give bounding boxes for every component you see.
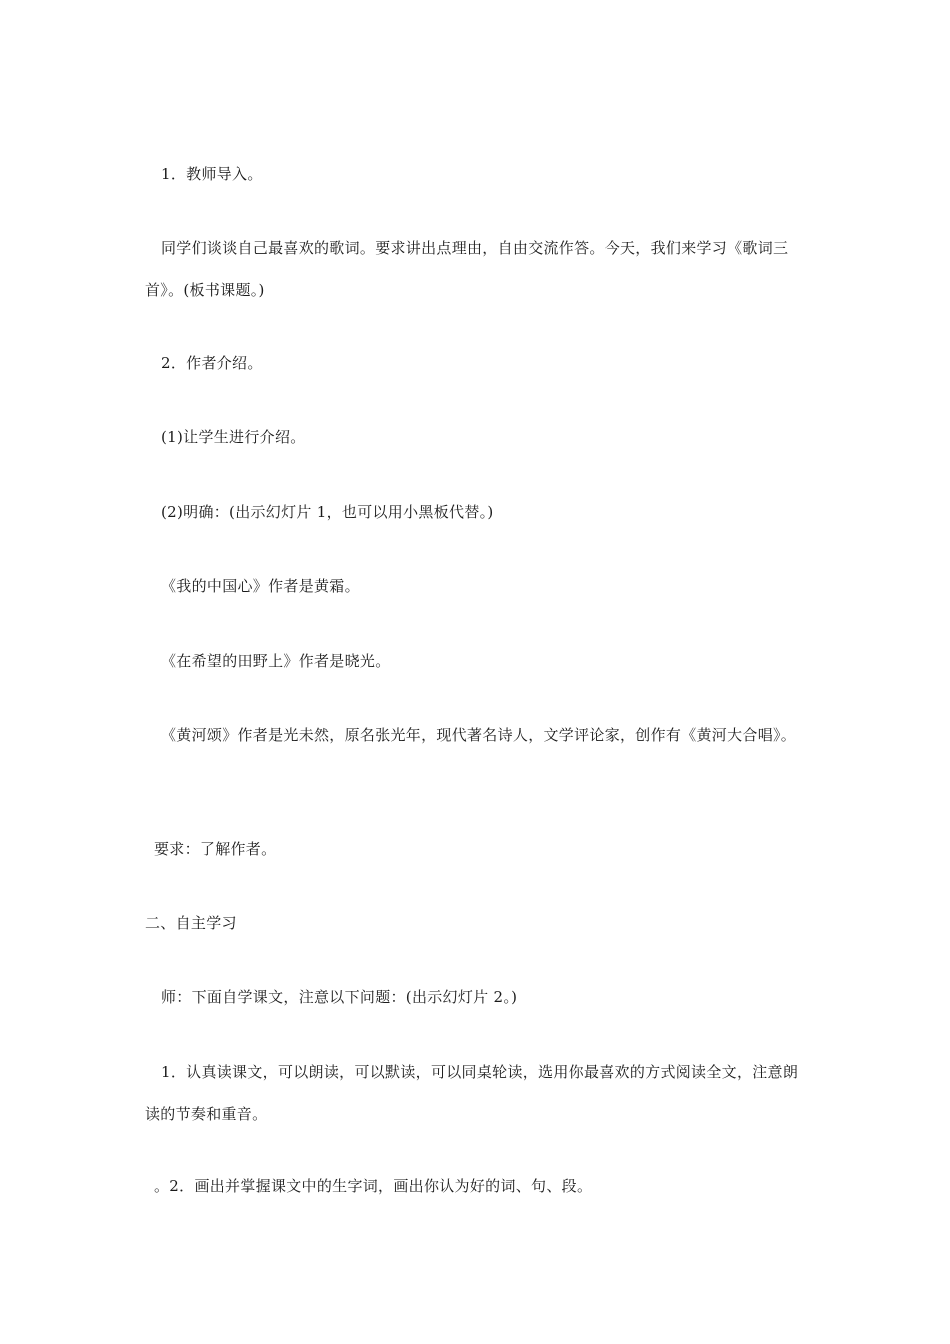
paragraph-teacher-intro-body: 同学们谈谈自己最喜欢的歌词。要求讲出点理由，自由交流作答。今天，我们来学习《歌词三首》。(板书课题。) [145, 239, 789, 299]
paragraph-author-song-1: 《我的中国心》作者是黄霜。 [161, 577, 360, 595]
paragraph-self-study-item-2: 。2．画出并掌握课文中的生字词，画出你认为好的词、句、段。 [154, 1177, 593, 1195]
paragraph-self-study-item-1: 1．认真读课文，可以朗读，可以默读，可以同桌轮读，选用你最喜欢的方式阅读全文，注意朗读的节奏和重音。 [145, 1063, 799, 1123]
paragraph-author-step-2: (2)明确：(出示幻灯片 1，也可以用小黑板代替。) [161, 503, 494, 521]
paragraph-author-step-1: (1)让学生进行介绍。 [161, 428, 306, 446]
paragraph-requirement: 要求：了解作者。 [154, 840, 277, 858]
section-heading-self-study: 二、自主学习 [145, 914, 237, 932]
paragraph-author-song-2: 《在希望的田野上》作者是晓光。 [161, 652, 391, 670]
paragraph-self-study-intro: 师：下面自学课文，注意以下问题：(出示幻灯片 2。) [161, 988, 518, 1006]
paragraph-teacher-intro-heading: 1．教师导入。 [161, 165, 263, 183]
paragraph-author-song-3: 《黄河颂》作者是光未然，原名张光年，现代著名诗人，文学评论家，创作有《黄河大合唱》。 [161, 726, 797, 744]
paragraph-author-heading: 2．作者介绍。 [161, 354, 263, 372]
